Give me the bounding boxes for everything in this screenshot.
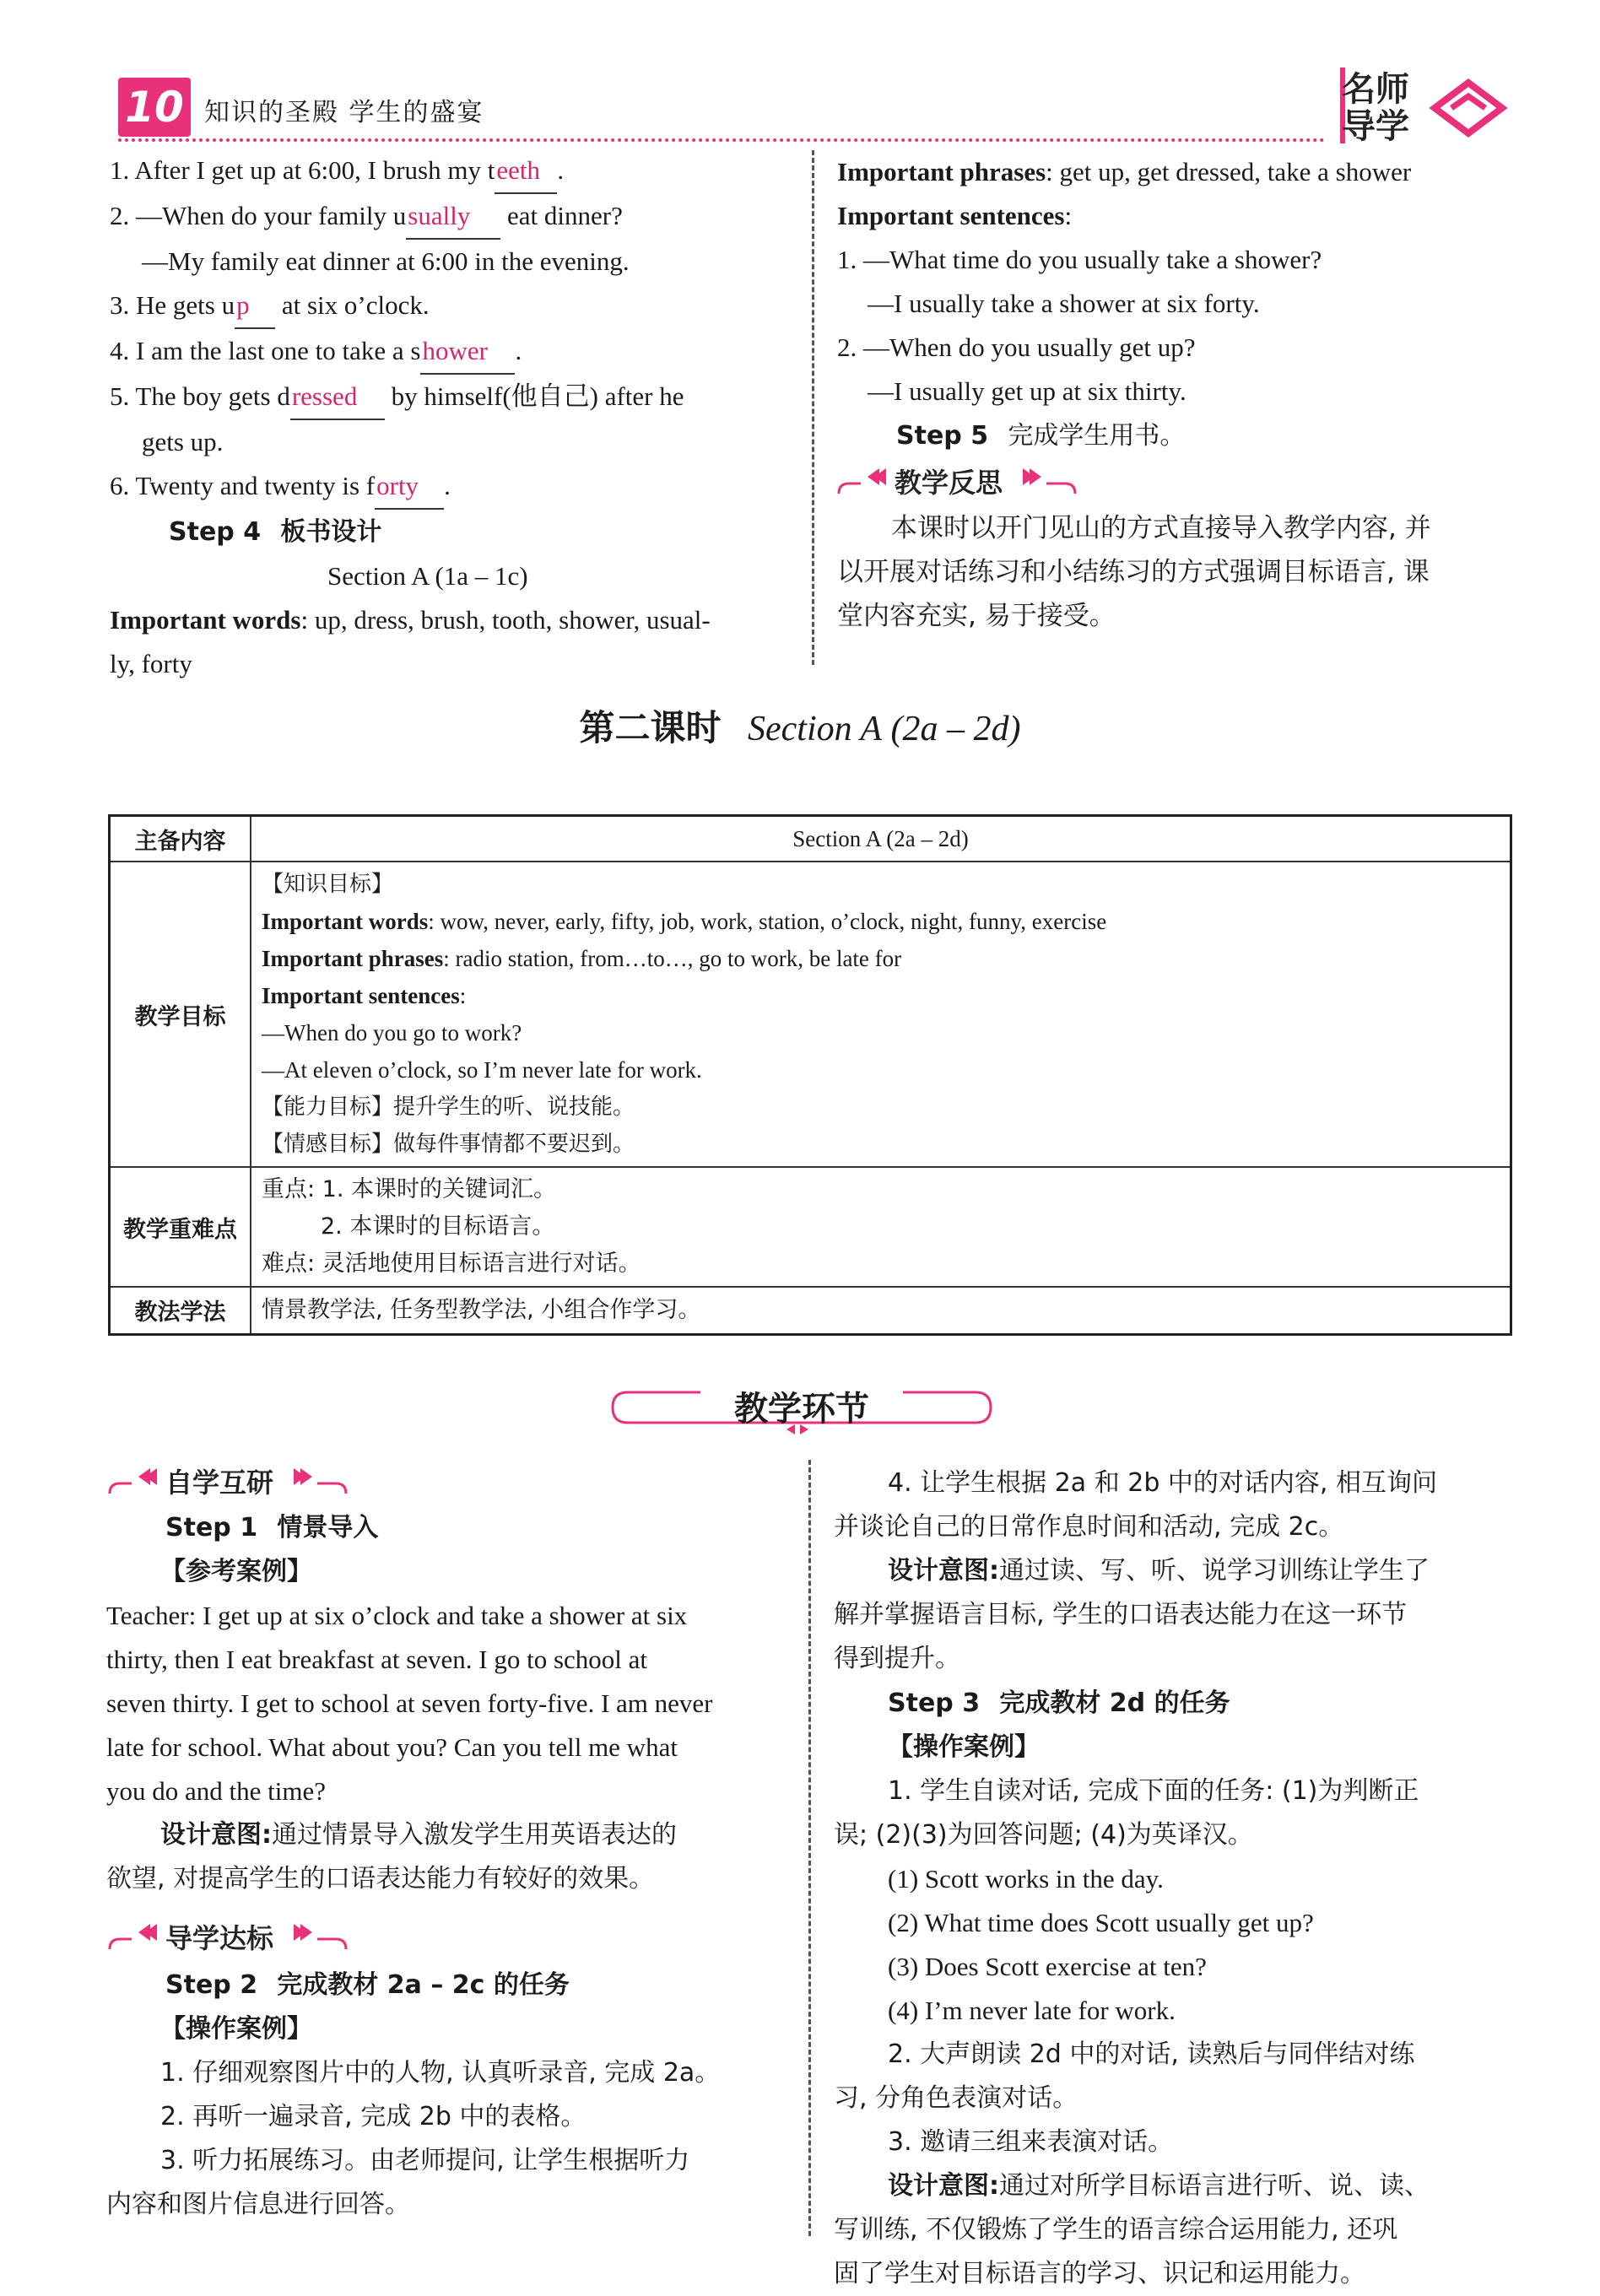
table-cell: Section A (2a – 2d) (251, 816, 1511, 862)
exercise-item: 6. Twenty and twenty is forty . (110, 464, 793, 510)
table-label: 教学重难点 (110, 1167, 251, 1287)
board-phrases: Important phrases: get up, get dressed, take a shower (837, 157, 1412, 186)
board-words: Important words: up, dress, brush, tooth, shower, usual- (110, 605, 711, 635)
design-intent-cont: 解并掌握语言目标, 学生的口语表达能力在这一环节 (834, 1600, 1408, 1629)
exercise-item: 1. After I get up at 6:00, I brush my teeth . (110, 149, 793, 194)
design-intent-cont: 固了学生对目标语言的学习、识记和运用能力。 (834, 2259, 1365, 2288)
exercise-sentence: (4) I’m never late for work. (888, 1996, 1176, 2025)
right-bottom-content (834, 1461, 1517, 2296)
answer-blank: orty (375, 464, 444, 510)
step2-heading: Step 2 完成教材 2a – 2c 的任务 (165, 1970, 570, 2000)
teacher-line: late for school. What about you? Can you tell me what (106, 1732, 678, 1762)
teaching-steps-title: 教学环节 (608, 1375, 996, 1434)
task-item: 2. 大声朗读 2d 中的对话, 读熟后与同伴结对练 (888, 2039, 1415, 2069)
board-sentence: —I usually get up at six thirty. (868, 376, 1186, 406)
answer-blank: ressed (290, 375, 385, 420)
lesson-plan-table (108, 814, 1512, 1336)
step4-heading: Step 4 板书设计 (169, 517, 382, 547)
left-bottom-content (106, 1505, 790, 1901)
table-row (110, 1167, 1511, 1287)
exercise-list (110, 149, 793, 686)
guided-study-banner: 导学达标 (106, 1915, 351, 1954)
page-number: 10 (118, 78, 191, 137)
exercise-item: 2. —When do your family usually eat dinner? (110, 194, 793, 240)
activity-item-cont: 并谈论自己的日常作息时间和活动, 完成 2c。 (834, 1512, 1344, 1542)
table-row (110, 816, 1511, 862)
teacher-line: you do and the time? (106, 1776, 326, 1806)
exercise-item: 5. The boy gets dressed by himself(他自己) after he (110, 375, 793, 420)
header-divider (118, 138, 1325, 142)
board-section-line: Section A (1a – 1c) (327, 561, 528, 591)
table-label: 教学目标 (110, 862, 251, 1167)
operation-item: 2. 再听一遍录音, 完成 2b 中的表格。 (160, 2102, 586, 2131)
task-item-cont: 习, 分角色表演对话。 (834, 2083, 1078, 2113)
board-words-cont: ly, forty (110, 649, 192, 678)
board-sentence: —I usually take a shower at six forty. (868, 289, 1260, 318)
column-divider (812, 150, 814, 665)
operation-item: 3. 听力拓展练习。由老师提问, 让学生根据听力 (160, 2146, 690, 2175)
design-intent: 设计意图:通过对所学目标语言进行听、说、读、 (888, 2171, 1430, 2201)
left-bottom-content-2 (106, 1963, 790, 2227)
logo-icon (1426, 74, 1511, 142)
reflection-banner: 教学反思 (835, 460, 1080, 499)
board-sentence: 1. —What time do you usually take a shower? (837, 245, 1322, 274)
table-label: 教法学法 (110, 1287, 251, 1334)
section-title: 第二课时 Section A (2a – 2d) (579, 707, 1021, 748)
column-divider (808, 1460, 811, 2236)
operation-item: 1. 仔细观察图片中的人物, 认真听录音, 完成 2a。 (160, 2058, 721, 2088)
reference-case-label: 【参考案例】 (160, 1557, 312, 1586)
task-item-cont: 误; (2)(3)为回答问题; (4)为英译汉。 (834, 1820, 1253, 1850)
exercise-line: gets up. (142, 427, 224, 456)
header-slogan: 知识的圣殿 学生的盛宴 (204, 98, 484, 127)
design-intent: 设计意图:通过情景导入激发学生用英语表达的 (160, 1820, 677, 1850)
reflection-text: 本课时以开门见山的方式直接导入教学内容, 并 以开展对话练习和小结练习的方式强调目标语言, 课 堂内容充实, 易于接受。 (837, 513, 1431, 631)
answer-blank: hower (420, 329, 515, 375)
operation-case-label: 【操作案例】 (888, 1732, 1040, 1762)
design-intent-cont: 写训练, 不仅锻炼了学生的语言综合运用能力, 还巩 (834, 2215, 1398, 2245)
exercise-item: 4. I am the last one to take a shower . (110, 329, 793, 375)
table-cell: 重点: 1. 本课时的关键词汇。 2. 本课时的目标语言。 难点: 灵活地使用目标语言进行对话。 (251, 1167, 1511, 1287)
task-item: 3. 邀请三组来表演对话。 (888, 2127, 1174, 2157)
logo-text: 名师导学 (1342, 70, 1409, 146)
task-item: 1. 学生自读对话, 完成下面的任务: (1)为判断正 (888, 1776, 1419, 1806)
board-content-right (837, 150, 1512, 458)
board-sentences-label: Important sentences: (837, 201, 1073, 230)
teacher-line: thirty, then I eat breakfast at seven. I go to school at (106, 1645, 648, 1674)
self-study-banner: 自学互研 (106, 1460, 351, 1499)
operation-item-cont: 内容和图片信息进行回答。 (106, 2190, 410, 2219)
exercise-sentence: (1) Scott works in the day. (888, 1864, 1164, 1894)
operation-case-label: 【操作案例】 (160, 2014, 312, 2044)
teacher-line: Teacher: I get up at six o’clock and take a shower at six (106, 1601, 688, 1630)
exercise-sentence: (3) Does Scott exercise at ten? (888, 1952, 1207, 1981)
teacher-line: seven thirty. I get to school at seven forty-five. I am never (106, 1688, 713, 1718)
design-intent-cont: 欲望, 对提高学生的口语表达能力有较好的效果。 (106, 1864, 655, 1894)
design-intent: 设计意图:通过读、写、听、说学习训练让学生了 (888, 1556, 1430, 1586)
exercise-line: —My family eat dinner at 6:00 in the evening. (142, 246, 630, 276)
design-intent-cont: 得到提升。 (834, 1644, 960, 1673)
answer-blank: p (235, 284, 275, 329)
exercise-sentence: (2) What time does Scott usually get up? (888, 1908, 1314, 1937)
step5-heading: Step 5 完成学生用书。 (896, 421, 1186, 451)
activity-item: 4. 让学生根据 2a 和 2b 中的对话内容, 相互询问 (888, 1468, 1437, 1498)
step3-heading: Step 3 完成教材 2d 的任务 (888, 1688, 1230, 1718)
table-row (110, 862, 1511, 1167)
table-cell: 【知识目标】 Important words: wow, never, early, fifty, job, work, station, o’clock, night, funny, exercise Important phrases: radio station, from…to…, go to work, be late for Important sentences: —When do you go to work? —At eleven o’clock, so I’m never late for work. 【能力目标】提升学生的听、说技能。 【情感目标】做每件事情都不要迟到。 (251, 862, 1511, 1167)
exercise-item: 3. He gets up at six o’clock. (110, 284, 793, 329)
answer-blank: eeth (495, 149, 557, 194)
step1-heading: Step 1 情景导入 (165, 1513, 379, 1542)
table-cell: 情景教学法, 任务型教学法, 小组合作学习。 (251, 1287, 1511, 1334)
answer-blank: sually (406, 194, 500, 240)
table-row (110, 1287, 1511, 1334)
board-sentence: 2. —When do you usually get up? (837, 332, 1196, 362)
table-label: 主备内容 (110, 816, 251, 862)
